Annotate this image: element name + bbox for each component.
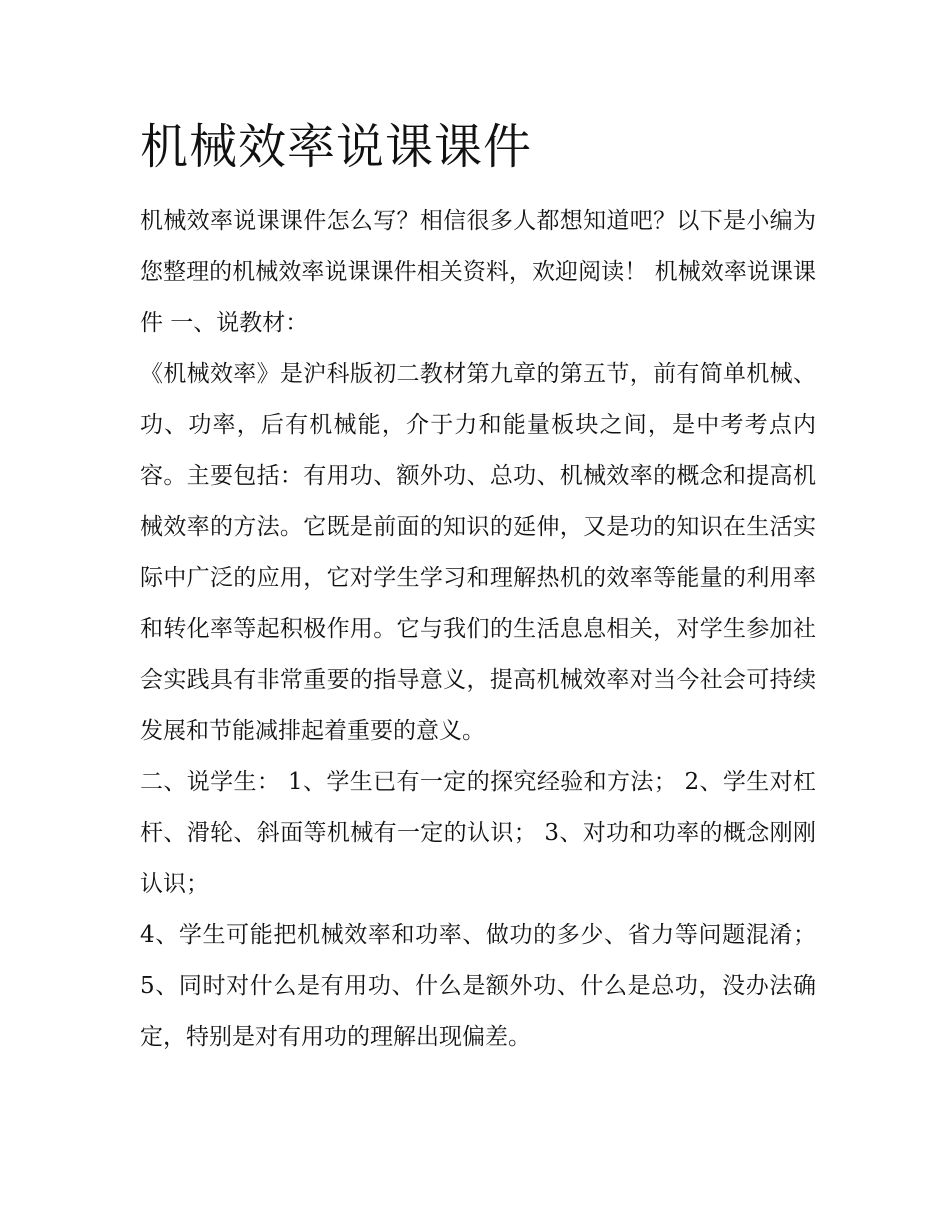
paragraph-textbook: 《机械效率》是沪科版初二教材第九章的第五节，前有简单机械、功、功率，后有机械能，介于力和能量板块之间，是中考考点内容。主要包括：有用功、额外功、总功、机械效率的概念和提高机械效率的方法。它既是前面的知识的延伸，又是功的知识在生活实际中广泛的应用，它对学生学习和理解热机的效率等能量的利用率和转化率等起积极作用。它与我们的生活息息相关，对学生参加社会实践具有非常重要的指导意义，提高机械效率对当今社会可持续发展和节能减排起着重要的意义。: [140, 361, 816, 744]
paragraph-intro: 机械效率说课课件怎么写？相信很多人都想知道吧？以下是小编为您整理的机械效率说课课件相关资料，欢迎阅读！ 机械效率说课课件 一、说教材：: [140, 208, 816, 336]
document-page: [140, 112, 816, 1063]
paragraph-students: 二、说学生： 1、学生已有一定的探究经验和方法； 2、学生对杠杆、滑轮、斜面等机械有一定的认识； 3、对功和功率的概念刚刚认识；: [140, 769, 816, 897]
paragraph-students-continued: 4、学生可能把机械效率和功率、做功的多少、省力等问题混淆； 5、同时对什么是有用功、什么是额外功、什么是总功，没办法确定，特别是对有用功的理解出现偏差。: [140, 922, 816, 1050]
document-title: 机械效率说课课件: [140, 119, 533, 175]
